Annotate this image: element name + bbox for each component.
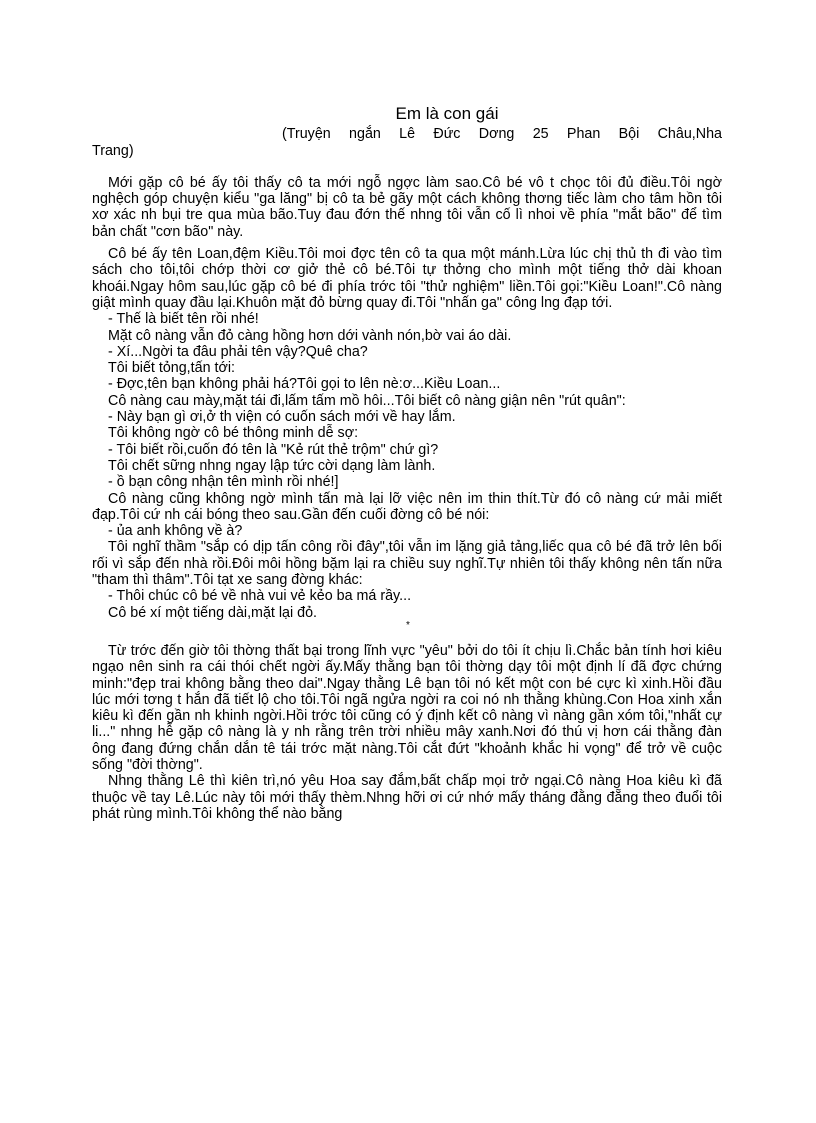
dialogue-line: - ủa anh không về à? [108, 523, 243, 540]
dialogue-line: - ồ bạn công nhận tên mình rồi nhé!] [108, 474, 339, 491]
dialogue-line: - Thế là biết tên rồi nhé! [108, 311, 259, 328]
dialogue-line: - Thôi chúc cô bé về nhà vui vẻ kẻo ba má rầy... [108, 588, 412, 605]
paragraph: Tôi chết sững nhng ngay lập tức cời dạng làm lành. [108, 457, 436, 474]
paragraph: Tôi biết tỏng,tấn tới: [108, 360, 235, 377]
section-separator: * [406, 619, 410, 631]
byline: (Truyện ngắn Lê Đức Dơng 25 Phan Bội Châu,Nha [282, 126, 722, 143]
paragraph: Từ trớc đến giờ tôi thờng thất bại trong lĩnh vực "yêu" bởi do tôi ít chịu lì.Chắc bản tính hơi kiêu ngạo nên sinh ra cái thói chết ngời ấy.Mấy thằng bạn tôi thờng dạy tôi một định lí đã đợc chứng minh:"đẹp trai không bằng theo dai".Ngay thằng Lê bạn tôi nó kết một con bé cực kì xinh.Hồi đầu lúc mới tơng t hắn đã tiết lộ cho tôi.Tôi ngã ngửa ngời ra coi nó nh thằng khùng.Con Hoa xinh xắn kiêu kì đến gần nh khinh ngời.Hồi trớc tôi cũng có ý định kết cô nàng vì nàng gần xóm tôi,"nhất cự li..." nhng hễ gặp cô nàng là y nh rằng trên trời nhiều mây xanh.Nơi đó thú vị hơn cái thằng đàn ông đang đứng chắn dắn tê tái trớc mặt nàng.Tôi cắt đứt "khoảnh khắc hi vọng" để trở về cuộc sống "đời thờng". [92, 642, 722, 773]
paragraph: Cô bé xí một tiếng dài,mặt lại đỏ. [108, 604, 318, 621]
paragraph: Nhng thằng Lê thì kiên trì,nó yêu Hoa say đắm,bất chấp mọi trở ngại.Cô nàng Hoa kiêu kì đã thuộc về tay Lê.Lúc này tôi mới thấy thèm.Nhng hỡi ơi cứ nhớ mấy tháng đằng đẵng theo đuổi tôi phát rùng mình.Tôi không thể nào bằng [92, 773, 722, 822]
paragraph: Cô nàng cau mày,mặt tái đi,lấm tấm mồ hôi...Tôi biết cô nàng giận nên "rút quân": [108, 392, 626, 409]
dialogue-line: - Xí...Ngời ta đâu phải tên vậy?Quê cha? [108, 343, 368, 360]
paragraph: Mới gặp cô bé ấy tôi thấy cô ta mới ngỗ ngợc làm sao.Cô bé vô t chọc tôi đủ điều.Tôi ngờ nghệch góp chuyện kiểu "ga lăng" bị cô ta bẻ gãy một cách không thơng tiếc làm cho tâm hồn tôi xơ xác nh bụi tre qua mùa bão.Tuy đau đớn thế nhng tôi vẫn cố lì nhoi về phía "mắt bão" để tìm bản chất "cơn bão" này. [92, 174, 722, 240]
dialogue-line: - Này bạn gì ơi,ở th viện có cuốn sách mới về hay lắm. [108, 409, 456, 426]
paragraph: Mặt cô nàng vẫn đỏ càng hồng hơn dới vành nón,bờ vai áo dài. [108, 327, 512, 344]
document-page [92, 98, 722, 822]
byline-continuation: Trang) [92, 142, 134, 159]
dialogue-line: - Đợc,tên bạn không phải há?Tôi gọi to lên nè:ơ...Kiều Loan... [108, 376, 501, 393]
paragraph: Tôi không ngờ cô bé thông minh dễ sợ: [108, 425, 359, 442]
story-title: Em là con gái [395, 104, 499, 123]
paragraph: Cô bé ấy tên Loan,đệm Kiều.Tôi moi đợc tên cô ta qua một mánh.Lừa lúc chị thủ th đi vào tìm sách cho tôi,tôi chớp thời cơ giở thẻ cô bé.Tôi tự thởng cho mình một tiếng thở dài khoan khoái.Ngay hôm sau,lúc gặp cô bé đi phía trớc tôi "thử nghiệm" liền.Tôi gọi:"Kiều Loan!".Cô nàng giật mình quay đầu lại.Khuôn mặt đỏ bừng quay đi.Tôi "nhấn ga" công lng đạp tới. [92, 246, 722, 311]
paragraph: Cô nàng cũng không ngờ mình tấn mà lại lỡ việc nên im thin thít.Từ đó cô nàng cứ mải miết đạp.Tôi cứ nh cái bóng theo sau.Gần đến cuối đờng cô bé nói: [92, 490, 722, 523]
dialogue-line: - Tôi biết rồi,cuốn đó tên là "Kẻ rút thẻ trộm" chứ gì? [108, 441, 439, 458]
paragraph: Tôi nghĩ thầm "sắp có dịp tấn công rồi đây",tôi vẫn im lặng giả tảng,liếc qua cô bé đã trở lên bối rối vì sắp đến nhà rồi.Đôi môi hồng bặm lại ra chiều suy nghĩ.Tự nhiên tôi thấy không nên tấn nữa "tham thì thâm".Tôi tạt xe sang đờng khác: [92, 539, 722, 589]
